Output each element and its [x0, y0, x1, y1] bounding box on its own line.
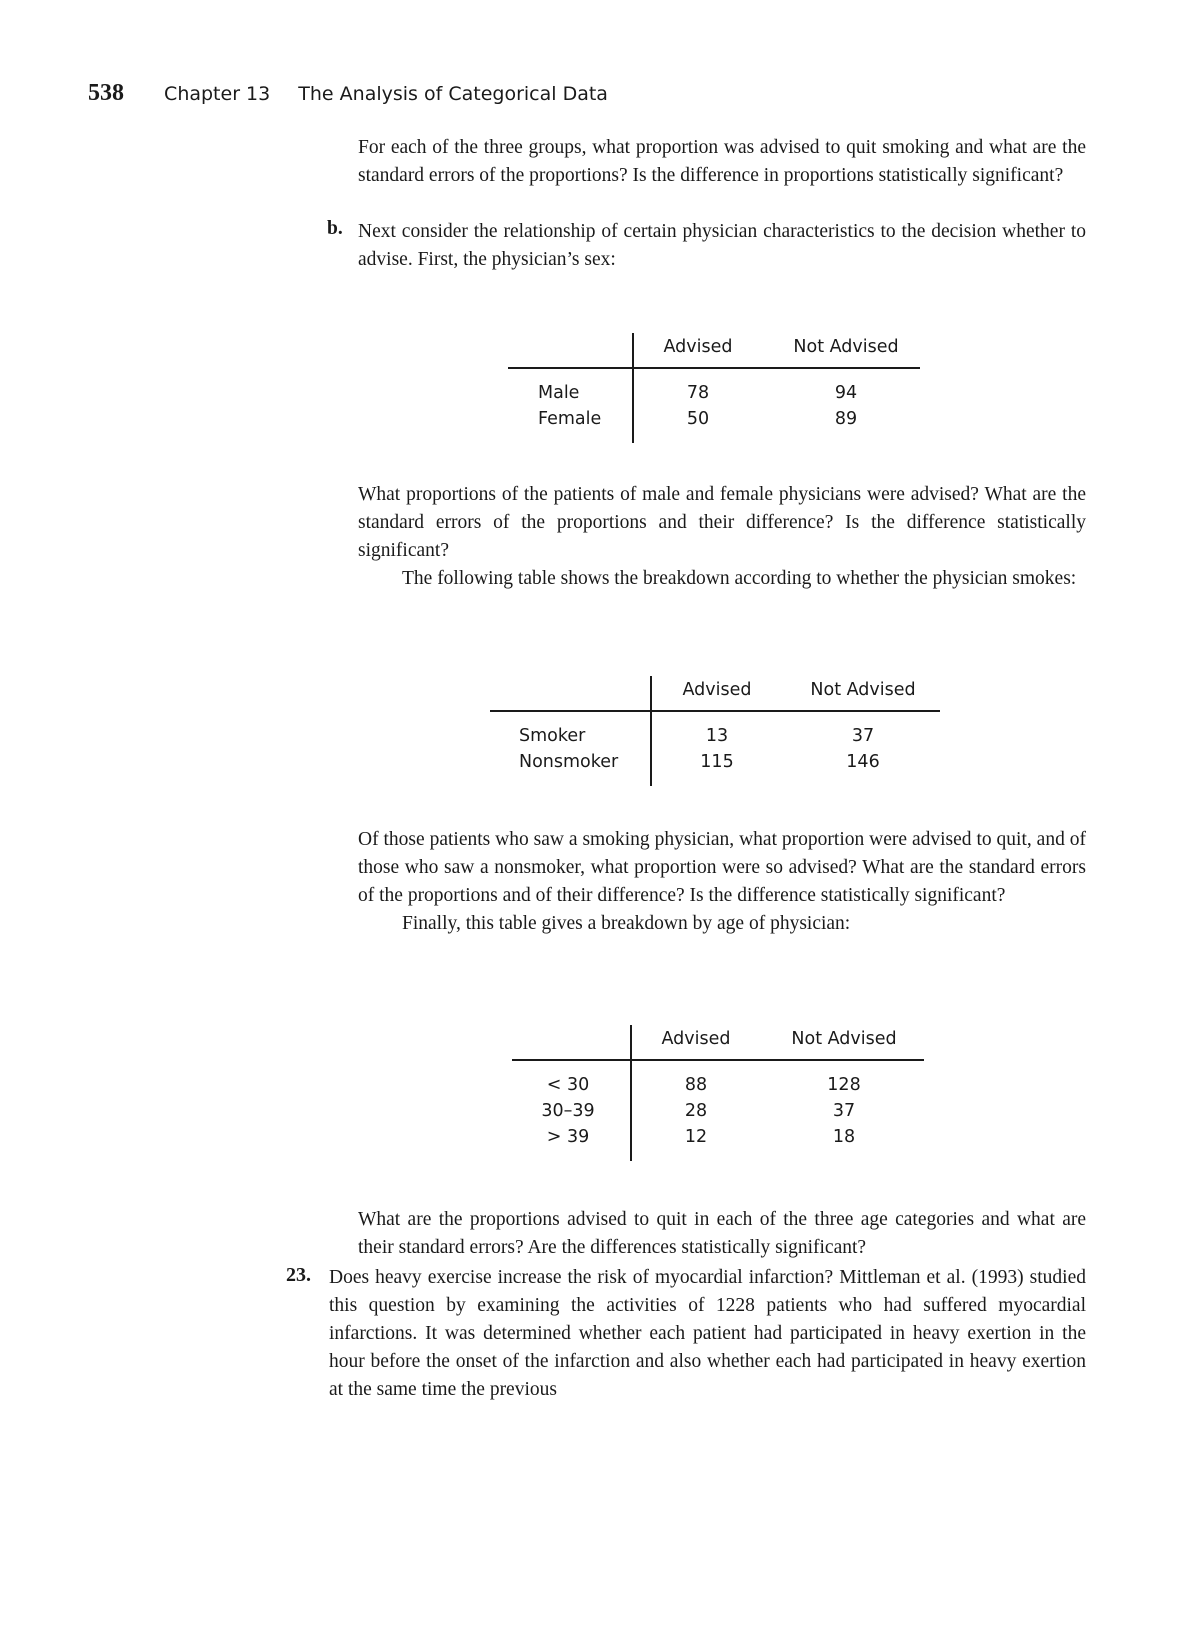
paragraph: Of those patients who saw a smoking physician, what proportion were advised to quit, and of those who saw a nonsmoker, what proportion were so advised? What are the standard errors of the proportions and of their difference? Is the difference statistically significant?	[358, 829, 1086, 906]
table-vertical-rule	[632, 333, 634, 443]
part-a-continuation	[358, 134, 1086, 190]
column-header-advised: Advised	[682, 680, 752, 700]
paragraph: The following table shows the breakdown according to whether the physician smokes:	[402, 568, 1077, 589]
cell-smoker-not-advised: 37	[851, 726, 875, 746]
chapter-label: Chapter 13	[164, 83, 271, 105]
text-block-age	[358, 1206, 1086, 1262]
text-block-sex	[358, 481, 1086, 593]
problem-23-text	[329, 1264, 1086, 1404]
paragraph: Does heavy exercise increase the risk of myocardial infarction? Mittleman et al. (1993) studied this question by examining the activities of 1228 patients who had suffered myocardial infarctions. It was determined whether each patient had participated in heavy exertion in the hour before the onset of the infarction and also whether each had participated in heavy exertion at the same time the previous	[329, 1267, 1086, 1400]
cell-under-30-advised: 88	[684, 1075, 708, 1095]
paragraph: Next consider the relationship of certain physician characteristics to the decision whether to advise. First, the physician’s sex:	[358, 221, 1086, 270]
column-header-not-advised: Not Advised	[791, 1029, 897, 1049]
chapter-title: The Analysis of Categorical Data	[298, 83, 608, 105]
cell-over-39-advised: 12	[684, 1127, 708, 1147]
problem-23-number: 23.	[286, 1264, 311, 1286]
row-label-30-39: 30–39	[541, 1101, 595, 1121]
row-label-female: Female	[538, 409, 602, 429]
cell-under-30-not-advised: 128	[827, 1075, 861, 1095]
cell-female-advised: 50	[686, 409, 710, 429]
cell-male-not-advised: 94	[834, 383, 858, 403]
part-b-label: b.	[327, 218, 343, 239]
cell-30-39-not-advised: 37	[832, 1101, 856, 1121]
cell-female-not-advised: 89	[834, 409, 858, 429]
part-b-text	[358, 218, 1086, 274]
row-label-over-39: > 39	[546, 1127, 590, 1147]
row-label-smoker: Smoker	[519, 726, 586, 746]
table-vertical-rule	[630, 1025, 632, 1161]
column-header-advised: Advised	[661, 1029, 731, 1049]
cell-male-advised: 78	[686, 383, 710, 403]
row-label-male: Male	[538, 383, 580, 403]
table-physician-smoker	[490, 676, 940, 786]
paragraph: For each of the three groups, what proportion was advised to quit smoking and what are the standard errors of the proportions? Is the difference in proportions statistically significant?	[358, 137, 1086, 186]
table-physician-age	[512, 1025, 924, 1161]
table-horizontal-rule	[512, 1059, 924, 1061]
cell-over-39-not-advised: 18	[832, 1127, 856, 1147]
cell-nonsmoker-advised: 115	[700, 752, 734, 772]
table-horizontal-rule	[508, 367, 920, 369]
cell-nonsmoker-not-advised: 146	[846, 752, 880, 772]
table-horizontal-rule	[490, 710, 940, 712]
paragraph: What proportions of the patients of male and female physicians were advised? What are the standard errors of the proportions and their difference? Is the difference statistically significant?	[358, 484, 1086, 561]
paragraph: Finally, this table gives a breakdown by age of physician:	[402, 913, 851, 934]
table-vertical-rule	[650, 676, 652, 786]
text-block-smoker	[358, 826, 1086, 938]
page-number: 538	[88, 80, 124, 106]
table-physician-sex	[508, 333, 920, 443]
paragraph: What are the proportions advised to quit in each of the three age categories and what are their standard errors? Are the differences statistically significant?	[358, 1209, 1086, 1258]
column-header-not-advised: Not Advised	[810, 680, 916, 700]
column-header-not-advised: Not Advised	[793, 337, 899, 357]
running-header	[88, 80, 608, 107]
row-label-nonsmoker: Nonsmoker	[519, 752, 619, 772]
cell-30-39-advised: 28	[684, 1101, 708, 1121]
cell-smoker-advised: 13	[705, 726, 729, 746]
column-header-advised: Advised	[663, 337, 733, 357]
row-label-under-30: < 30	[546, 1075, 590, 1095]
